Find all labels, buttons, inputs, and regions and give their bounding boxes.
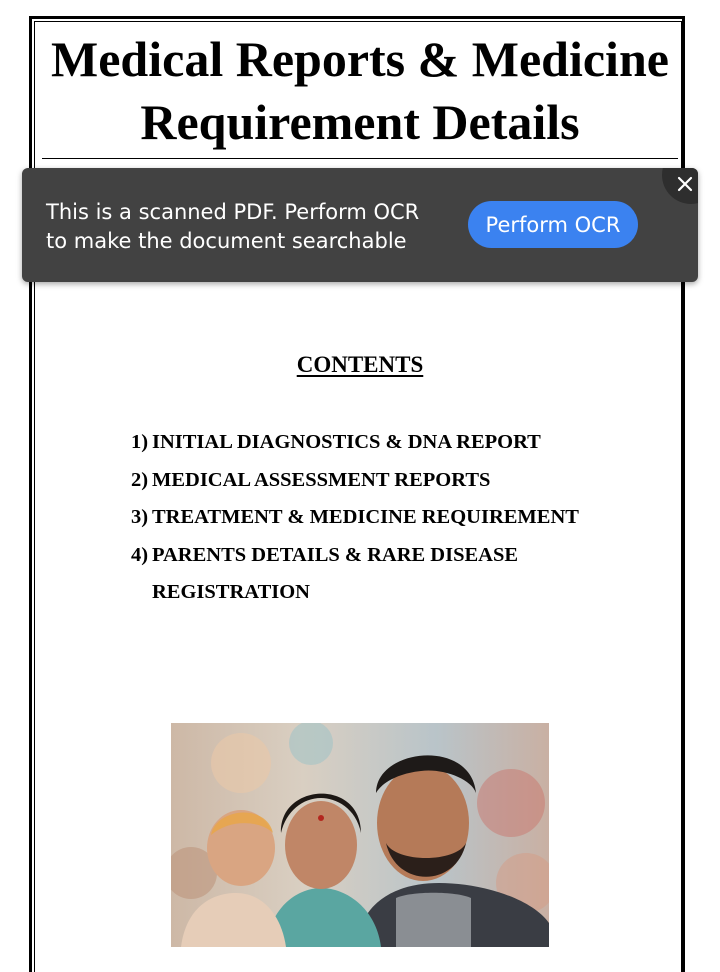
document-title: [34, 28, 686, 154]
contents-item-number: 1): [131, 431, 149, 453]
contents-item-text: REGISTRATION: [152, 581, 310, 603]
contents-item-number: 3): [131, 506, 149, 528]
close-banner-button[interactable]: [662, 168, 698, 204]
family-photo: [171, 723, 549, 947]
ocr-message: [46, 198, 446, 256]
contents-item: [131, 424, 651, 462]
contents-item: [131, 499, 651, 537]
contents-item: [131, 574, 651, 612]
ocr-message-line-1: This is a scanned PDF. Perform OCR: [46, 200, 420, 224]
contents-item-number: [131, 574, 152, 612]
contents-item-number: 4): [131, 543, 149, 566]
contents-item-text: MEDICAL ASSESSMENT REPORTS: [152, 468, 491, 491]
contents-item: [131, 537, 651, 575]
ocr-snackbar: [22, 168, 698, 282]
title-divider: [42, 158, 678, 159]
document-title-line-1: Medical Reports & Medicine: [51, 31, 669, 87]
contents-item-text: INITIAL DIAGNOSTICS & DNA REPORT: [152, 431, 541, 453]
contents-item-text: PARENTS DETAILS & RARE DISEASE: [152, 543, 519, 566]
contents-heading: CONTENTS: [296, 352, 424, 377]
contents-item-text: TREATMENT & MEDICINE REQUIREMENT: [152, 506, 579, 528]
document-title-line-2: Requirement Details: [140, 94, 580, 150]
perform-ocr-button[interactable]: Perform OCR: [468, 201, 638, 248]
ocr-message-line-2: to make the document searchable: [46, 229, 407, 253]
contents-item: [131, 462, 651, 500]
close-icon: [677, 176, 693, 192]
contents-list: [131, 424, 651, 612]
contents-item-number: 2): [131, 468, 149, 491]
